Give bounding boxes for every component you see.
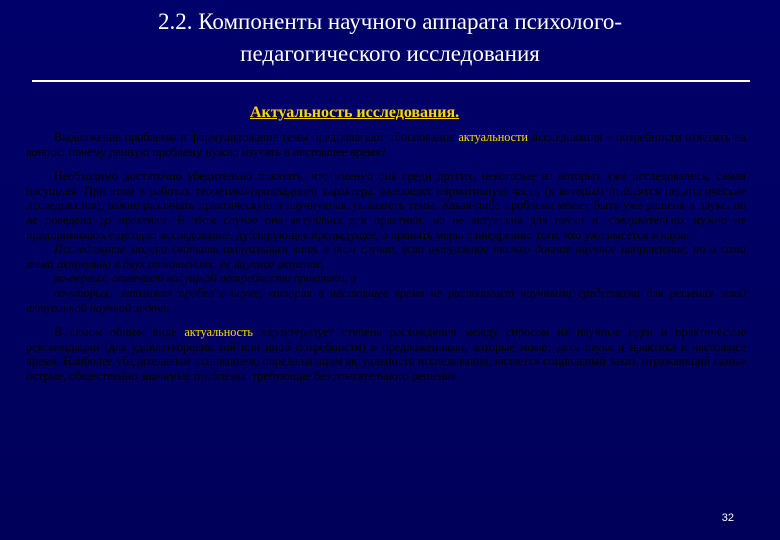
paragraph-4: во-первых, отвечает насущной потребности практики, а xyxy=(54,271,357,286)
slide-body xyxy=(26,130,746,384)
p1-text-c: исследования – потребности ответить на вопрос: почему данную проблему нужно изучать в настоящее время? xyxy=(26,130,747,159)
p1-text-a: Выдвижение проблемы и формулирование темы предполагают обоснование xyxy=(54,130,455,144)
section-heading: Актуальность исследования. xyxy=(250,104,460,121)
slide-title xyxy=(40,6,740,70)
title-line-1: 2.2. Компоненты научного аппарата психолого- xyxy=(157,9,623,34)
paragraph-1 xyxy=(26,130,746,159)
p6-highlight: актуальность xyxy=(184,325,253,340)
p6-text-a: В самом общем виде xyxy=(54,325,177,340)
title-divider xyxy=(32,80,750,82)
paragraph-5: во-вторых, заполняет пробел в науке, которая в настоящее время не располагает научными средствами для решения этой актуальной научной задачи. xyxy=(26,285,746,315)
paragraph-3: Исследование можно считать актуальным лишь в том случае, если актуальное только данное научное направление, но и сама тема актуальна в двух отношениях: ее научное решение, xyxy=(26,242,746,271)
p6-text-c: характеризует степень расхождения между спросом на научные идеи и практические рекомендации (для удовлетворения той или иной потребности) и предложениями, которые может дать наука и практика в настоящее время. Наиболее убедительным основанием, определяющим актуальность исследования, является социальный заказ, отражающий самые острые, общественно значимые проблемы, требующие безотлагательного решения. xyxy=(26,325,746,383)
paragraph-2: Необходимо достаточно убедительно показать, что именно она среди других, некоторые из которых уже исследовались, самая насущная. При этом в работах теоретико-прикладного характера, имеющих нормативную часть (к которым относятся педагогические исследования), важно различать практическую и научную актуальность темы. Какая-либо проблема может быть уже решена в науке, но не доведена до практики. В этом случае она актуальна для практики, но не актуальна для науки и, следовательно, нужно не предпринимать еще одно исследование, дублирующее предыдущее, а принять меры к внедрению того, что уже имеется в науке. xyxy=(26,169,746,242)
p1-highlight: актуальности xyxy=(458,130,528,144)
page-number: 32 xyxy=(721,512,734,524)
paragraph-6 xyxy=(26,325,746,383)
title-line-2: педагогического исследования xyxy=(240,41,540,66)
